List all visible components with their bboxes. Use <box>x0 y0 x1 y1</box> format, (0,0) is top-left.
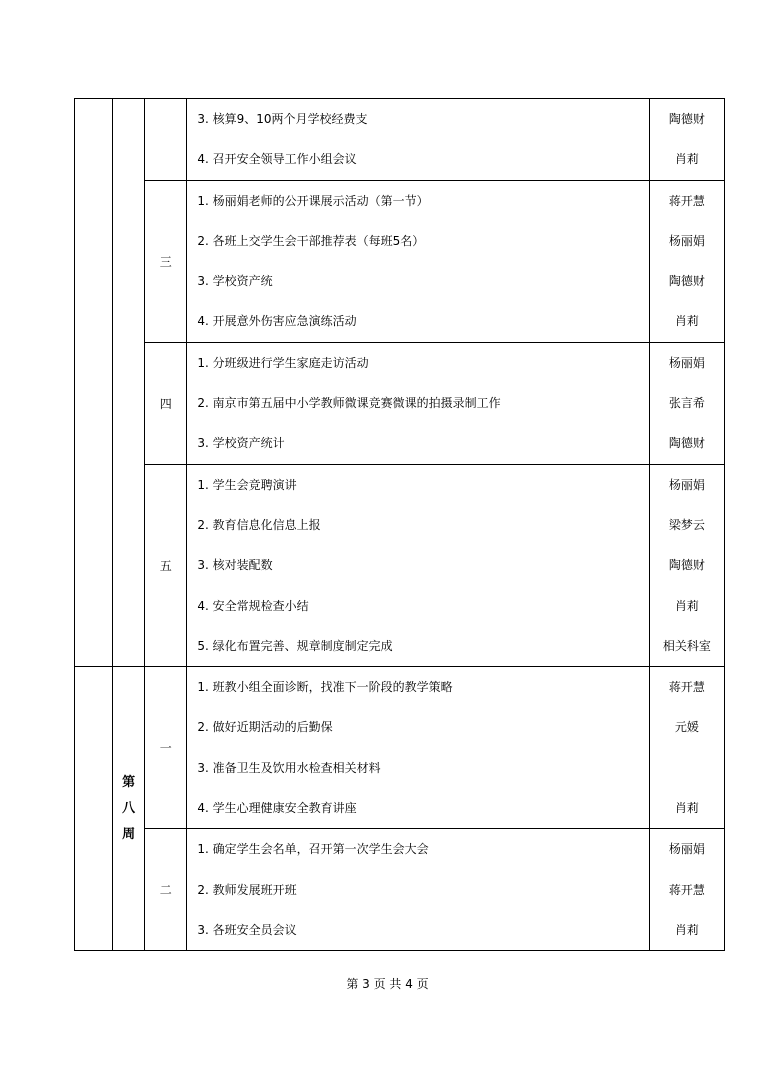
task-item: 4. 安全常规检查小结 <box>197 598 309 613</box>
owner-name: 蒋开慧 <box>668 680 705 695</box>
owner-name: 陶德财 <box>668 436 705 451</box>
owner-name: 陶德财 <box>668 112 705 126</box>
task-item: 4. 召开安全领导工作小组会议 <box>197 152 357 167</box>
owner-cell <box>649 342 724 464</box>
task-item: 4. 开展意外伤害应急演练活动 <box>197 314 357 329</box>
task-item: 3. 学校资产统计 <box>197 436 285 451</box>
day-cell: 三 <box>145 180 187 342</box>
owner-name: 杨丽娟 <box>668 355 705 370</box>
owner-name: 相关科室 <box>662 638 711 653</box>
task-item: 4. 学生心理健康安全教育讲座 <box>197 801 357 816</box>
owner-name: 肖莉 <box>674 598 699 613</box>
task-item: 3. 核对装配数 <box>197 558 273 573</box>
task-cell <box>187 99 649 181</box>
owner-name: 蒋开慧 <box>668 882 705 897</box>
day-cell <box>145 99 187 181</box>
task-item: 2. 各班上交学生会干部推荐表（每班5名） <box>197 233 425 248</box>
owner-name: 肖莉 <box>674 152 699 167</box>
day-cell: 四 <box>145 342 187 464</box>
owner-name: 杨丽娟 <box>668 842 705 857</box>
task-item: 1. 分班级进行学生家庭走访活动 <box>197 355 369 370</box>
task-item: 5. 绿化布置完善、规章制度制定完成 <box>197 638 393 653</box>
owner-name: 元媛 <box>674 720 699 735</box>
task-item: 3. 学校资产统 <box>197 274 273 289</box>
month-cell <box>75 667 113 951</box>
page-footer: 第 3 页 共 4 页 <box>346 977 429 991</box>
table-row <box>75 829 725 951</box>
task-cell <box>187 180 649 342</box>
month-cell <box>75 99 113 667</box>
schedule-table <box>74 98 725 951</box>
task-item: 3. 核算9、10两个月学校经费支 <box>197 112 368 126</box>
owner-cell <box>649 667 724 829</box>
task-item: 3. 各班安全员会议 <box>197 922 297 937</box>
week-cell-prev <box>113 99 145 667</box>
owner-name: 肖莉 <box>674 801 699 816</box>
owner-name: 蒋开慧 <box>668 193 705 208</box>
task-item: 1. 杨丽娟老师的公开课展示活动（第一节） <box>197 193 429 208</box>
task-cell <box>187 464 649 666</box>
task-item: 2. 教育信息化信息上报 <box>197 517 321 532</box>
task-cell <box>187 667 649 829</box>
table-row <box>75 667 725 829</box>
owner-name: 肖莉 <box>674 922 699 937</box>
owner-name: 张言希 <box>668 396 705 411</box>
task-item: 1. 班教小组全面诊断，找准下一阶段的教学策略 <box>197 680 453 695</box>
owner-cell <box>649 464 724 666</box>
owner-name: 肖莉 <box>674 314 699 329</box>
task-item: 1. 确定学生会名单，召开第一次学生会大会 <box>197 842 429 857</box>
day-cell: 五 <box>145 464 187 666</box>
table-row <box>75 99 725 181</box>
owner-name: 陶德财 <box>668 274 705 289</box>
day-cell: 二 <box>145 829 187 951</box>
table-row <box>75 464 725 666</box>
owner-cell <box>649 829 724 951</box>
task-item: 2. 做好近期活动的后勤保 <box>197 720 333 735</box>
task-cell <box>187 829 649 951</box>
owner-name: 梁梦云 <box>668 517 705 532</box>
table-row <box>75 342 725 464</box>
week-label: 第八周 <box>122 774 136 842</box>
owner-cell <box>649 180 724 342</box>
owner-name <box>650 748 724 788</box>
task-item: 2. 南京市第五届中小学教师微课竞赛微课的拍摄录制工作 <box>197 396 501 411</box>
task-item: 2. 教师发展班开班 <box>197 882 297 897</box>
owner-name: 杨丽娟 <box>668 477 705 492</box>
task-cell <box>187 342 649 464</box>
task-item: 1. 学生会竞聘演讲 <box>197 477 297 492</box>
week-cell <box>113 667 145 951</box>
owner-name: 陶德财 <box>668 558 705 573</box>
owner-name: 杨丽娟 <box>668 233 705 248</box>
owner-cell <box>649 99 724 181</box>
task-item: 3. 准备卫生及饮用水检查相关材料 <box>197 760 381 775</box>
table-row <box>75 180 725 342</box>
day-cell: 一 <box>145 667 187 829</box>
